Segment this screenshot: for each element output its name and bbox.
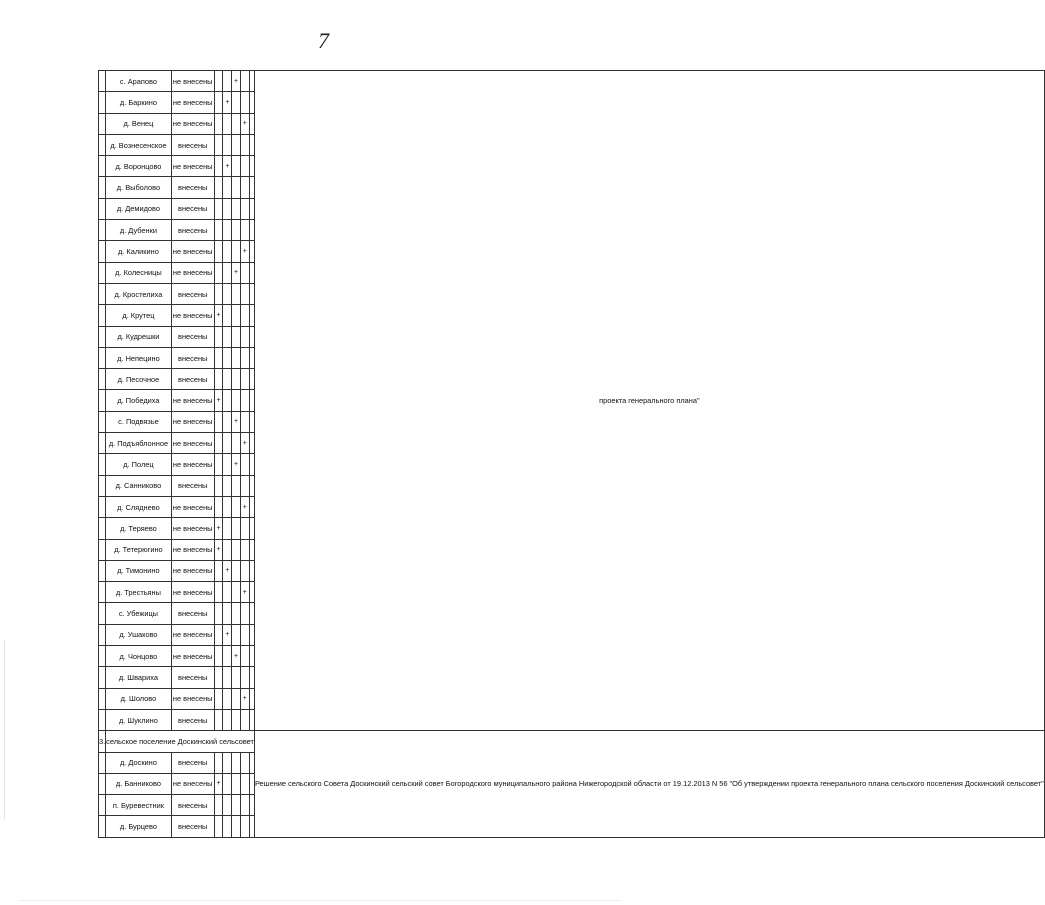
mark-cell-3 bbox=[232, 283, 241, 304]
mark-cell-4 bbox=[240, 326, 249, 347]
section-number: 3. bbox=[99, 731, 106, 752]
status-cell: не внесены bbox=[171, 241, 214, 262]
mark-cell-2 bbox=[223, 603, 232, 624]
mark-cell-5 bbox=[249, 134, 254, 155]
row-number-cell bbox=[99, 582, 106, 603]
row-number-cell bbox=[99, 326, 106, 347]
mark-cell-3 bbox=[232, 539, 241, 560]
mark-cell-4 bbox=[240, 71, 249, 92]
settlement-name-cell: д. Швариха bbox=[106, 667, 172, 688]
settlement-name-cell: д. Полец bbox=[106, 454, 172, 475]
settlement-name-cell: д. Дубенки bbox=[106, 220, 172, 241]
mark-cell-1 bbox=[214, 411, 223, 432]
mark-cell-1 bbox=[214, 688, 223, 709]
mark-cell-4 bbox=[240, 560, 249, 581]
mark-cell-4 bbox=[240, 667, 249, 688]
mark-cell-5 bbox=[249, 156, 254, 177]
status-cell: не внесены bbox=[171, 113, 214, 134]
mark-cell-3 bbox=[232, 305, 241, 326]
status-cell: не внесены bbox=[171, 539, 214, 560]
mark-cell-5 bbox=[249, 795, 254, 816]
mark-cell-2 bbox=[223, 283, 232, 304]
row-number-cell bbox=[99, 603, 106, 624]
page-number: 7 bbox=[318, 28, 329, 53]
settlement-name-cell: д. Сляднево bbox=[106, 496, 172, 517]
mark-cell-4 bbox=[240, 795, 249, 816]
mark-cell-2 bbox=[223, 71, 232, 92]
settlement-name-cell: д. Венец bbox=[106, 113, 172, 134]
row-number-cell bbox=[99, 433, 106, 454]
mark-cell-4: + bbox=[240, 433, 249, 454]
mark-cell-3 bbox=[232, 241, 241, 262]
mark-cell-1 bbox=[214, 624, 223, 645]
row-number-cell bbox=[99, 369, 106, 390]
mark-cell-1 bbox=[214, 646, 223, 667]
settlement-name-cell: д. Доскино bbox=[106, 752, 172, 773]
mark-cell-3 bbox=[232, 709, 241, 730]
mark-cell-4 bbox=[240, 198, 249, 219]
status-cell: внесены bbox=[171, 347, 214, 368]
settlement-name-cell: с. Убежицы bbox=[106, 603, 172, 624]
status-cell: внесены bbox=[171, 220, 214, 241]
mark-cell-4: + bbox=[240, 241, 249, 262]
mark-cell-5 bbox=[249, 518, 254, 539]
mark-cell-1 bbox=[214, 113, 223, 134]
status-cell: не внесены bbox=[171, 454, 214, 475]
mark-cell-4 bbox=[240, 539, 249, 560]
mark-cell-1: + bbox=[214, 539, 223, 560]
section-title: сельское поселение Доскинский сельсовет bbox=[106, 731, 255, 752]
row-number-cell bbox=[99, 560, 106, 581]
mark-cell-3: + bbox=[232, 411, 241, 432]
mark-cell-2 bbox=[223, 220, 232, 241]
mark-cell-5 bbox=[249, 773, 254, 794]
mark-cell-1 bbox=[214, 667, 223, 688]
mark-cell-5 bbox=[249, 496, 254, 517]
mark-cell-5 bbox=[249, 646, 254, 667]
mark-cell-3: + bbox=[232, 262, 241, 283]
mark-cell-1 bbox=[214, 177, 223, 198]
row-number-cell bbox=[99, 71, 106, 92]
mark-cell-3 bbox=[232, 134, 241, 155]
status-cell: внесены bbox=[171, 475, 214, 496]
mark-cell-2 bbox=[223, 433, 232, 454]
row-number-cell bbox=[99, 347, 106, 368]
status-cell: не внесены bbox=[171, 582, 214, 603]
mark-cell-2 bbox=[223, 709, 232, 730]
row-number-cell bbox=[99, 624, 106, 645]
mark-cell-2 bbox=[223, 518, 232, 539]
mark-cell-5 bbox=[249, 752, 254, 773]
mark-cell-3 bbox=[232, 560, 241, 581]
mark-cell-1: + bbox=[214, 773, 223, 794]
row-number-cell bbox=[99, 283, 106, 304]
mark-cell-2 bbox=[223, 113, 232, 134]
mark-cell-4 bbox=[240, 156, 249, 177]
mark-cell-5 bbox=[249, 113, 254, 134]
status-cell: внесены bbox=[171, 177, 214, 198]
mark-cell-4 bbox=[240, 177, 249, 198]
settlement-name-cell: д. Выболово bbox=[106, 177, 172, 198]
mark-cell-2 bbox=[223, 134, 232, 155]
mark-cell-5 bbox=[249, 816, 254, 837]
mark-cell-1 bbox=[214, 262, 223, 283]
mark-cell-3 bbox=[232, 326, 241, 347]
settlement-name-cell: д. Тимонино bbox=[106, 560, 172, 581]
mark-cell-5 bbox=[249, 624, 254, 645]
mark-cell-5 bbox=[249, 475, 254, 496]
mark-cell-1 bbox=[214, 92, 223, 113]
settlement-name-cell: д. Непецино bbox=[106, 347, 172, 368]
mark-cell-4 bbox=[240, 646, 249, 667]
mark-cell-1 bbox=[214, 241, 223, 262]
row-number-cell bbox=[99, 177, 106, 198]
row-number-cell bbox=[99, 816, 106, 837]
row-number-cell bbox=[99, 646, 106, 667]
mark-cell-4 bbox=[240, 220, 249, 241]
settlement-name-cell: д. Теряево bbox=[106, 518, 172, 539]
mark-cell-5 bbox=[249, 454, 254, 475]
mark-cell-1: + bbox=[214, 518, 223, 539]
section-header-row bbox=[99, 731, 1045, 752]
status-cell: не внесены bbox=[171, 496, 214, 517]
row-number-cell bbox=[99, 475, 106, 496]
mark-cell-2 bbox=[223, 646, 232, 667]
mark-cell-1 bbox=[214, 475, 223, 496]
mark-cell-2 bbox=[223, 326, 232, 347]
mark-cell-2 bbox=[223, 390, 232, 411]
row-number-cell bbox=[99, 220, 106, 241]
mark-cell-3 bbox=[232, 795, 241, 816]
mark-cell-4 bbox=[240, 518, 249, 539]
status-cell: не внесены bbox=[171, 390, 214, 411]
mark-cell-3 bbox=[232, 518, 241, 539]
mark-cell-5 bbox=[249, 390, 254, 411]
mark-cell-3 bbox=[232, 113, 241, 134]
mark-cell-2 bbox=[223, 752, 232, 773]
row-number-cell bbox=[99, 198, 106, 219]
settlement-name-cell: д. Кудрешки bbox=[106, 326, 172, 347]
mark-cell-1 bbox=[214, 709, 223, 730]
mark-cell-2 bbox=[223, 411, 232, 432]
mark-cell-2 bbox=[223, 241, 232, 262]
row-number-cell bbox=[99, 454, 106, 475]
mark-cell-2 bbox=[223, 198, 232, 219]
mark-cell-5 bbox=[249, 262, 254, 283]
mark-cell-5 bbox=[249, 177, 254, 198]
scan-edge-bottom bbox=[20, 900, 620, 901]
mark-cell-5 bbox=[249, 347, 254, 368]
mark-cell-3 bbox=[232, 603, 241, 624]
status-cell: внесены bbox=[171, 752, 214, 773]
status-cell: внесены bbox=[171, 283, 214, 304]
row-number-cell bbox=[99, 752, 106, 773]
row-number-cell bbox=[99, 539, 106, 560]
mark-cell-3 bbox=[232, 220, 241, 241]
mark-cell-4 bbox=[240, 134, 249, 155]
mark-cell-4 bbox=[240, 773, 249, 794]
row-number-cell bbox=[99, 134, 106, 155]
mark-cell-2 bbox=[223, 369, 232, 390]
mark-cell-1: + bbox=[214, 305, 223, 326]
row-number-cell bbox=[99, 411, 106, 432]
mark-cell-4 bbox=[240, 262, 249, 283]
settlement-name-cell: д. Тетерюгино bbox=[106, 539, 172, 560]
mark-cell-1 bbox=[214, 795, 223, 816]
mark-cell-1: + bbox=[214, 390, 223, 411]
settlement-name-cell: д. Каликино bbox=[106, 241, 172, 262]
status-cell: внесены bbox=[171, 709, 214, 730]
mark-cell-1 bbox=[214, 433, 223, 454]
mark-cell-2 bbox=[223, 475, 232, 496]
mark-cell-3 bbox=[232, 752, 241, 773]
mark-cell-3 bbox=[232, 582, 241, 603]
settlement-name-cell: д. Банниково bbox=[106, 773, 172, 794]
mark-cell-3: + bbox=[232, 71, 241, 92]
mark-cell-4: + bbox=[240, 688, 249, 709]
mark-cell-3 bbox=[232, 624, 241, 645]
status-cell: не внесены bbox=[171, 518, 214, 539]
mark-cell-3 bbox=[232, 773, 241, 794]
mark-cell-3 bbox=[232, 496, 241, 517]
status-cell: не внесены bbox=[171, 773, 214, 794]
mark-cell-4 bbox=[240, 390, 249, 411]
settlement-name-cell: д. Трестьяны bbox=[106, 582, 172, 603]
mark-cell-5 bbox=[249, 198, 254, 219]
mark-cell-1 bbox=[214, 198, 223, 219]
settlement-name-cell: д. Ушаково bbox=[106, 624, 172, 645]
mark-cell-2 bbox=[223, 539, 232, 560]
status-cell: внесены bbox=[171, 795, 214, 816]
document-note-top: проекта генерального плана" bbox=[254, 71, 1044, 731]
status-cell: внесены bbox=[171, 603, 214, 624]
mark-cell-1 bbox=[214, 816, 223, 837]
mark-cell-5 bbox=[249, 411, 254, 432]
mark-cell-2 bbox=[223, 773, 232, 794]
document-note-bottom: Решение сельского Совета Доскинский сельский совет Богородского муниципального района Нижегородской области от 19.12.2013 N 56 "Об утверждении проекта генерального плана сельского поселения Доскинский сельсовет" bbox=[254, 731, 1044, 837]
settlement-name-cell: д. Колесницы bbox=[106, 262, 172, 283]
mark-cell-3: + bbox=[232, 454, 241, 475]
mark-cell-2 bbox=[223, 496, 232, 517]
mark-cell-4 bbox=[240, 369, 249, 390]
row-number-cell bbox=[99, 518, 106, 539]
row-number-cell bbox=[99, 496, 106, 517]
mark-cell-5 bbox=[249, 688, 254, 709]
settlement-name-cell: д. Подъяблонное bbox=[106, 433, 172, 454]
row-number-cell bbox=[99, 305, 106, 326]
mark-cell-1 bbox=[214, 347, 223, 368]
mark-cell-3 bbox=[232, 177, 241, 198]
mark-cell-3 bbox=[232, 198, 241, 219]
mark-cell-3 bbox=[232, 156, 241, 177]
status-cell: не внесены bbox=[171, 560, 214, 581]
mark-cell-5 bbox=[249, 220, 254, 241]
mark-cell-1 bbox=[214, 369, 223, 390]
mark-cell-4 bbox=[240, 411, 249, 432]
status-cell: внесены bbox=[171, 667, 214, 688]
mark-cell-2 bbox=[223, 347, 232, 368]
mark-cell-2: + bbox=[223, 92, 232, 113]
status-cell: внесены bbox=[171, 198, 214, 219]
mark-cell-1 bbox=[214, 560, 223, 581]
settlement-name-cell: с. Арапово bbox=[106, 71, 172, 92]
mark-cell-5 bbox=[249, 241, 254, 262]
mark-cell-2 bbox=[223, 262, 232, 283]
settlement-name-cell: д. Бурцево bbox=[106, 816, 172, 837]
row-number-cell bbox=[99, 773, 106, 794]
settlement-name-cell: д. Песочное bbox=[106, 369, 172, 390]
mark-cell-2 bbox=[223, 816, 232, 837]
mark-cell-2: + bbox=[223, 560, 232, 581]
mark-cell-5 bbox=[249, 92, 254, 113]
status-cell: не внесены bbox=[171, 411, 214, 432]
mark-cell-3 bbox=[232, 369, 241, 390]
mark-cell-5 bbox=[249, 326, 254, 347]
mark-cell-3 bbox=[232, 475, 241, 496]
mark-cell-1 bbox=[214, 496, 223, 517]
row-number-cell bbox=[99, 92, 106, 113]
status-cell: не внесены bbox=[171, 156, 214, 177]
row-number-cell bbox=[99, 795, 106, 816]
mark-cell-5 bbox=[249, 539, 254, 560]
row-number-cell bbox=[99, 241, 106, 262]
status-cell: не внесены bbox=[171, 433, 214, 454]
mark-cell-1 bbox=[214, 752, 223, 773]
settlement-name-cell: д. Баркино bbox=[106, 92, 172, 113]
row-number-cell bbox=[99, 667, 106, 688]
mark-cell-1 bbox=[214, 283, 223, 304]
mark-cell-1 bbox=[214, 454, 223, 475]
mark-cell-5 bbox=[249, 582, 254, 603]
row-number-cell bbox=[99, 156, 106, 177]
row-number-cell bbox=[99, 262, 106, 283]
settlement-name-cell: д. Санниково bbox=[106, 475, 172, 496]
mark-cell-5 bbox=[249, 283, 254, 304]
status-cell: не внесены bbox=[171, 646, 214, 667]
settlement-name-cell: с. Подвязье bbox=[106, 411, 172, 432]
mark-cell-1 bbox=[214, 582, 223, 603]
mark-cell-5 bbox=[249, 560, 254, 581]
status-cell: внесены bbox=[171, 134, 214, 155]
mark-cell-4: + bbox=[240, 496, 249, 517]
mark-cell-5 bbox=[249, 603, 254, 624]
status-cell: не внесены bbox=[171, 688, 214, 709]
settlement-name-cell: д. Воронцово bbox=[106, 156, 172, 177]
settlement-name-cell: д. Шолово bbox=[106, 688, 172, 709]
mark-cell-4 bbox=[240, 454, 249, 475]
mark-cell-2: + bbox=[223, 156, 232, 177]
settlement-name-cell: д. Вознесенское bbox=[106, 134, 172, 155]
mark-cell-1 bbox=[214, 220, 223, 241]
scan-edge-left bbox=[4, 640, 5, 820]
settlement-name-cell: д. Кростелиха bbox=[106, 283, 172, 304]
row-number-cell bbox=[99, 390, 106, 411]
mark-cell-4 bbox=[240, 603, 249, 624]
status-cell: не внесены bbox=[171, 262, 214, 283]
mark-cell-3 bbox=[232, 92, 241, 113]
settlement-name-cell: д. Крутец bbox=[106, 305, 172, 326]
mark-cell-2 bbox=[223, 582, 232, 603]
status-cell: не внесены bbox=[171, 624, 214, 645]
mark-cell-3 bbox=[232, 667, 241, 688]
status-cell: внесены bbox=[171, 369, 214, 390]
mark-cell-2 bbox=[223, 795, 232, 816]
table-row bbox=[99, 71, 1045, 92]
settlement-name-cell: д. Демидово bbox=[106, 198, 172, 219]
mark-cell-3 bbox=[232, 433, 241, 454]
mark-cell-1 bbox=[214, 134, 223, 155]
settlement-name-cell: д. Шуклино bbox=[106, 709, 172, 730]
mark-cell-1 bbox=[214, 71, 223, 92]
mark-cell-3 bbox=[232, 347, 241, 368]
mark-cell-5 bbox=[249, 433, 254, 454]
row-number-cell bbox=[99, 709, 106, 730]
status-cell: не внесены bbox=[171, 305, 214, 326]
mark-cell-4 bbox=[240, 347, 249, 368]
mark-cell-5 bbox=[249, 369, 254, 390]
mark-cell-5 bbox=[249, 305, 254, 326]
mark-cell-4 bbox=[240, 475, 249, 496]
mark-cell-4 bbox=[240, 283, 249, 304]
mark-cell-4: + bbox=[240, 113, 249, 134]
status-cell: внесены bbox=[171, 816, 214, 837]
mark-cell-4 bbox=[240, 305, 249, 326]
mark-cell-2 bbox=[223, 305, 232, 326]
mark-cell-3 bbox=[232, 688, 241, 709]
mark-cell-4 bbox=[240, 709, 249, 730]
mark-cell-2 bbox=[223, 688, 232, 709]
mark-cell-5 bbox=[249, 667, 254, 688]
row-number-cell bbox=[99, 688, 106, 709]
mark-cell-2 bbox=[223, 177, 232, 198]
mark-cell-4: + bbox=[240, 582, 249, 603]
mark-cell-4 bbox=[240, 624, 249, 645]
mark-cell-4 bbox=[240, 816, 249, 837]
mark-cell-4 bbox=[240, 92, 249, 113]
settlement-name-cell: д. Победиха bbox=[106, 390, 172, 411]
mark-cell-2 bbox=[223, 454, 232, 475]
mark-cell-4 bbox=[240, 752, 249, 773]
mark-cell-1 bbox=[214, 156, 223, 177]
table-body bbox=[99, 71, 1045, 838]
settlement-name-cell: д. Чонцово bbox=[106, 646, 172, 667]
mark-cell-5 bbox=[249, 709, 254, 730]
mark-cell-3 bbox=[232, 390, 241, 411]
settlements-table bbox=[98, 70, 1045, 838]
mark-cell-1 bbox=[214, 326, 223, 347]
mark-cell-2: + bbox=[223, 624, 232, 645]
status-cell: не внесены bbox=[171, 71, 214, 92]
mark-cell-3 bbox=[232, 816, 241, 837]
settlement-name-cell: п. Буревестник bbox=[106, 795, 172, 816]
mark-cell-2 bbox=[223, 667, 232, 688]
mark-cell-1 bbox=[214, 603, 223, 624]
status-cell: внесены bbox=[171, 326, 214, 347]
mark-cell-3: + bbox=[232, 646, 241, 667]
status-cell: не внесены bbox=[171, 92, 214, 113]
row-number-cell bbox=[99, 113, 106, 134]
